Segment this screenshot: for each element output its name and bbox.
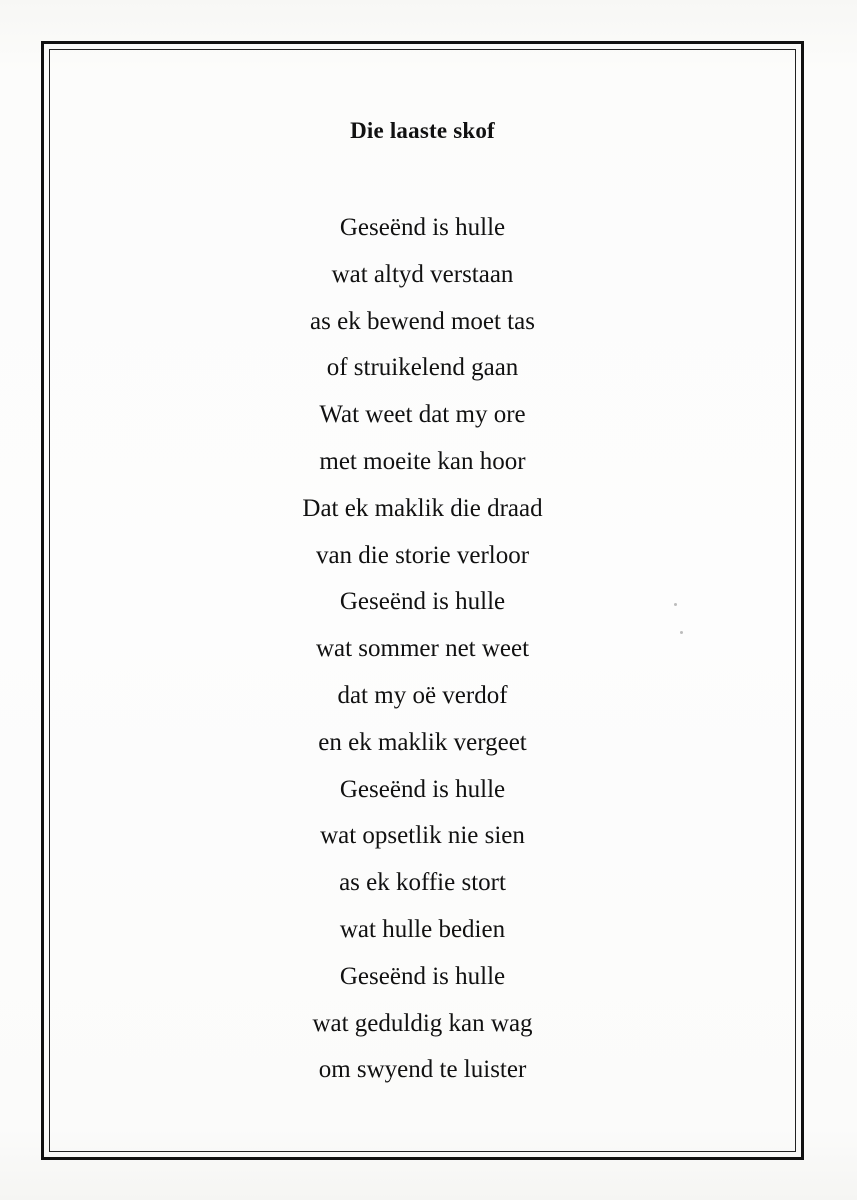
- poem-body: [0, 205, 845, 1094]
- poem-line: wat hulle bedien: [339, 915, 506, 943]
- poem-line: Geseënd is hulle: [339, 962, 506, 990]
- poem-line: Geseënd is hulle: [339, 775, 506, 803]
- poem-line: Wat weet dat my ore: [319, 401, 526, 429]
- poem-line: Dat ek maklik die draad: [302, 494, 543, 522]
- poem-line: met moeite kan hoor: [319, 447, 526, 475]
- poem-line: dat my oë verdof: [337, 681, 508, 709]
- poem-line: of struikelend gaan: [326, 354, 519, 382]
- poem-line: wat altyd verstaan: [331, 260, 514, 288]
- poem-line: van die storie verloor: [315, 541, 530, 569]
- poem-line: as ek bewend moet tas: [310, 307, 535, 335]
- poem-line: wat opsetlik nie sien: [320, 822, 525, 850]
- paper-speck: [674, 603, 677, 606]
- poem-line: wat geduldig kan wag: [312, 1009, 533, 1037]
- poem-line: wat sommer net weet: [315, 635, 530, 663]
- poem-line: en ek maklik vergeet: [318, 728, 527, 756]
- poem-line: om swyend te luister: [318, 1056, 527, 1084]
- paper-speck: [680, 631, 683, 634]
- poem-line: as ek koffie stort: [339, 869, 506, 897]
- poem-line: Geseënd is hulle: [339, 588, 506, 616]
- poem-title: Die laaste skof: [350, 118, 495, 143]
- poem-line: Geseënd is hulle: [339, 214, 506, 241]
